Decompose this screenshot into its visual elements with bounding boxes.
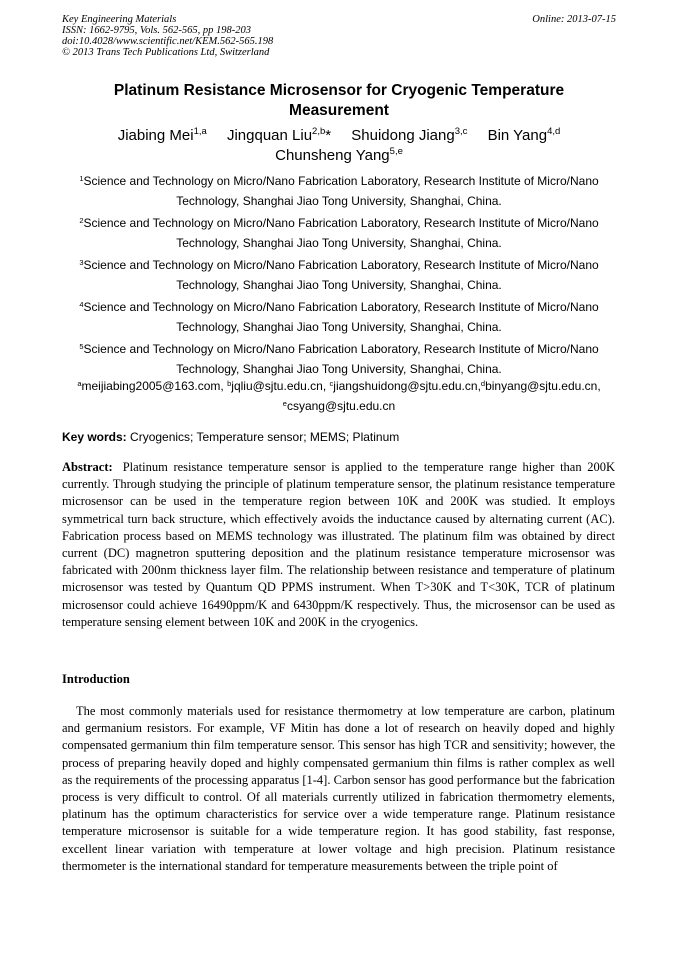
email-superscript: b: [227, 379, 232, 388]
email-list: [62, 377, 616, 416]
keywords-label: Key words:: [62, 430, 127, 444]
affiliation-number: 3: [79, 258, 84, 267]
journal-issn: ISSN: 1662-9795, Vols. 562-565, pp 198-203: [62, 25, 251, 36]
author: [488, 127, 561, 144]
email-superscript: a: [77, 379, 82, 388]
journal-doi: doi:10.4028/www.scientific.net/KEM.562-565.198: [62, 36, 274, 47]
affiliation-text: Science and Technology on Micro/Nano Fabrication Laboratory, Research Institute of Micro/Nano Technology, Shanghai Jiao Tong University, Shanghai, China.: [83, 342, 599, 376]
abstract-text: Platinum resistance temperature sensor is applied to the temperature range higher than 200K currently. Through studying the principle of platinum temperature sensor, the platinum resistance temperature microsensor can be used in the temperature region between 10K and 200K was studied. It employs symmetrical turn back structure, which effectively avoids the inductance caused by alternating current (AC). Fabrication process based on MEMS technology was illustrated. The platinum film was obtained by direct current (DC) magnetron sputtering deposition and the platinum resistance temperature microsensor was fabricated with 200nm thickness layer film. The relationship between resistance and temperature of platinum microsensor was tested by Quantum QD PPMS instrument. When T>30K and T<30K, TCR of platinum microsensor could achieve 16490ppm/K and 6430ppm/K respectively. Thus, the microsensor can be used as temperature sensing element between 10K and 200K in the cryogenics.: [62, 460, 615, 629]
journal-name: Key Engineering Materials: [62, 14, 177, 25]
paper-title: Platinum Resistance Microsensor for Cryogenic Temperature Measurement: [113, 82, 565, 119]
affiliation-number: 4: [79, 300, 84, 309]
email-address[interactable]: jqliu@sjtu.edu.cn,: [231, 379, 327, 393]
author-name: Shuidong Jiang: [351, 127, 455, 144]
section-heading-introduction: Introduction: [62, 672, 130, 686]
author-name: Jingquan Liu: [226, 127, 313, 144]
abstract-label: Abstract:: [62, 460, 113, 474]
author-superscript: 2,b: [312, 126, 326, 137]
email-address[interactable]: meijiabing2005@163.com,: [81, 379, 224, 393]
author: [275, 147, 403, 164]
affiliation: [62, 340, 616, 379]
author-superscript: 3,c: [454, 126, 468, 137]
affiliation: [62, 214, 616, 253]
email-superscript: c: [329, 379, 334, 388]
email-address[interactable]: binyang@sjtu.edu.cn,: [485, 379, 601, 393]
introduction-paragraph: The most commonly materials used for resistance thermometry at low temperature are carbon, platinum and germanium resistors. For example, VF Mitin has done a lot of research on heavily doped and highly compensated germanium thin film temperature sensor. This sensor has high TCR and sensitivity; however, the process of preparing heavily doped and highly compensated germanium thin films is rather complex as well as the requirements of the processing apparatus [1-4]. Carbon sensor has good performance but the fabrication process is very difficult to control. Of all materials currently utilized in fabrication thermometry elements, platinum has the optimum characteristics for service over a wide temperature range. Platinum resistance temperature microsensor is suitable for a wide temperature region. It has good stability, fast response, excellent linear variation with temperature at lower voltage and high precision. Platinum resistance thermometer is the international standard for temperature measurements between the triple point of: [62, 704, 615, 873]
author-superscript: 1,a: [193, 126, 207, 137]
email[interactable]: [227, 379, 326, 393]
journal-header: [62, 14, 616, 58]
email-superscript: d: [480, 379, 486, 388]
affiliation-list: [62, 172, 616, 379]
author: [118, 127, 207, 144]
affiliation: [62, 172, 616, 211]
author: [227, 127, 331, 144]
affiliation-text: Science and Technology on Micro/Nano Fabrication Laboratory, Research Institute of Micro/Nano Technology, Shanghai Jiao Tong University, Shanghai, China.: [83, 216, 599, 250]
email[interactable]: [481, 379, 601, 393]
corresponding-author-mark: *: [325, 127, 332, 144]
author-name: Jiabing Mei: [117, 127, 194, 144]
author-superscript: 4,d: [547, 126, 561, 137]
author-name: Bin Yang: [487, 127, 548, 144]
journal-copyright: © 2013 Trans Tech Publications Ltd, Switzerland: [62, 47, 270, 58]
affiliation: [62, 298, 616, 337]
email-superscript: e: [282, 398, 287, 408]
keywords-text: Cryogenics; Temperature sensor; MEMS; Platinum: [130, 430, 400, 444]
affiliation-text: Science and Technology on Micro/Nano Fabrication Laboratory, Research Institute of Micro/Nano Technology, Shanghai Jiao Tong University, Shanghai, China.: [83, 258, 599, 292]
email[interactable]: [330, 379, 481, 393]
email[interactable]: [283, 399, 395, 413]
affiliation-text: Science and Technology on Micro/Nano Fabrication Laboratory, Research Institute of Micro/Nano Technology, Shanghai Jiao Tong University, Shanghai, China.: [83, 300, 599, 334]
affiliation: [62, 256, 616, 295]
affiliation-number: 2: [79, 216, 84, 225]
affiliation-number: 5: [79, 342, 84, 351]
affiliation-number: 1: [79, 174, 84, 183]
author-superscript: 5,e: [389, 146, 403, 157]
online-date: Online: 2013-07-15: [532, 14, 616, 25]
abstract: [62, 459, 615, 631]
affiliation-text: Science and Technology on Micro/Nano Fabrication Laboratory, Research Institute of Micro/Nano Technology, Shanghai Jiao Tong University, Shanghai, China.: [83, 174, 599, 208]
author: [351, 127, 467, 144]
author-name: Chunsheng Yang: [275, 147, 390, 164]
author-list: [62, 126, 616, 166]
email-address[interactable]: jiangshuidong@sjtu.edu.cn,: [333, 379, 481, 393]
keywords: [62, 428, 616, 446]
email-address[interactable]: csyang@sjtu.edu.cn: [286, 398, 396, 413]
email[interactable]: [77, 379, 223, 393]
